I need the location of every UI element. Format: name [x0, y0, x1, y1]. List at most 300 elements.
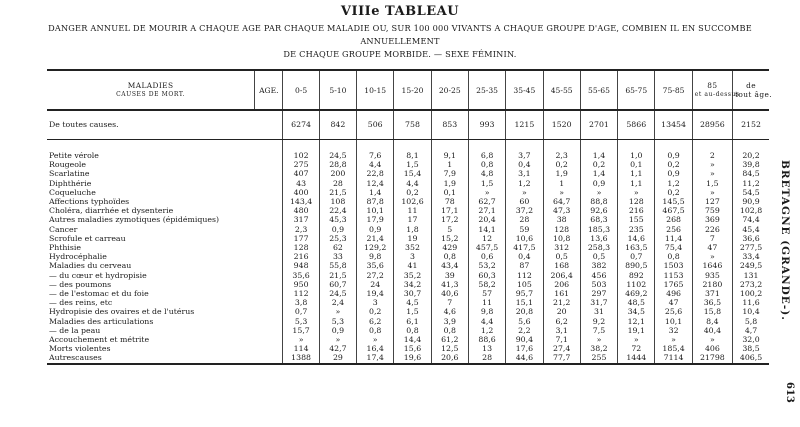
cell-value: 457,5 — [468, 243, 505, 252]
cell-value: » — [692, 252, 732, 261]
cell-value: 15,7 — [283, 326, 319, 335]
table-row — [47, 335, 769, 344]
cell-value: 17,2 — [431, 215, 468, 224]
table-row — [47, 151, 769, 160]
cell-value: 6274 — [283, 110, 319, 140]
cell-value: 20,8 — [506, 307, 543, 316]
cell-value: 35,6 — [283, 271, 319, 280]
cell-value: 59 — [506, 225, 543, 234]
cell-value: 1153 — [655, 271, 692, 280]
cell-value: 3,8 — [283, 298, 319, 307]
cell-value: 47 — [692, 243, 732, 252]
cell-value: 0,8 — [431, 252, 468, 261]
cell-value: 1,5 — [394, 160, 431, 169]
spacer-cell — [655, 140, 692, 152]
cell-value: 21,4 — [357, 234, 394, 243]
row-label: Petite vérole — [49, 151, 99, 160]
cell-value: 7114 — [655, 353, 692, 363]
spacer-cell — [733, 140, 769, 152]
region-label: BRETAGNE (GRANDE-). — [779, 160, 791, 321]
cell-value: 1,2 — [468, 326, 505, 335]
row-label: Scarlatine — [49, 169, 90, 179]
cell-value: 102,6 — [394, 197, 431, 206]
cell-value: 892 — [618, 271, 655, 280]
cell-value: 890,5 — [618, 261, 655, 270]
cell-value: 58,2 — [468, 280, 505, 289]
table-row — [47, 169, 769, 178]
cell-value: 0,8 — [431, 326, 468, 335]
spacer-cell — [283, 140, 319, 152]
cell-value: 456 — [580, 271, 617, 280]
cell-value: 0,9 — [319, 225, 356, 234]
cell-value: 1,4 — [357, 188, 394, 197]
cell-value: 12,5 — [431, 344, 468, 353]
cell-value: 17,6 — [506, 344, 543, 353]
cell-value: 16,4 — [357, 344, 394, 353]
cell-value: 37,2 — [506, 206, 543, 215]
cell-value: 480 — [283, 206, 319, 215]
cell-value: 75,4 — [655, 243, 692, 252]
table-row — [47, 298, 769, 307]
cell-value: 1,5 — [692, 179, 732, 188]
cell-value: 0,1 — [618, 160, 655, 169]
cell-value: 7 — [431, 298, 468, 307]
cell-value: 88,8 — [580, 197, 617, 206]
cell-value: 35,6 — [357, 261, 394, 270]
cell-value: 400 — [283, 188, 319, 197]
cell-value: 84,5 — [733, 169, 769, 178]
cell-value: 8,4 — [692, 317, 732, 326]
cell-value: 27,4 — [543, 344, 580, 353]
table-row — [47, 188, 769, 197]
cell-value: 7,9 — [431, 169, 468, 178]
cell-value: 256 — [655, 225, 692, 234]
cell-value: 1,5 — [468, 179, 505, 188]
row-label: De toutes causes. — [47, 110, 283, 140]
cell-value: 102,8 — [733, 206, 769, 215]
cell-value: 28 — [319, 179, 356, 188]
cell-value: 317 — [283, 215, 319, 224]
table-row — [47, 289, 769, 298]
cell-value: 3 — [394, 252, 431, 261]
cell-value: 15,8 — [692, 307, 732, 316]
cell-value: 13454 — [655, 110, 692, 140]
row-label: Autres maladies zymotiques (épidémiques) — [49, 215, 220, 225]
cell-value: 108 — [319, 197, 356, 206]
cell-value: 35,2 — [394, 271, 431, 280]
cell-value: 31 — [580, 307, 617, 316]
table-row — [47, 271, 769, 280]
cell-value: 143,4 — [283, 197, 319, 206]
cell-value: 28956 — [692, 110, 732, 140]
cell-value: 352 — [394, 243, 431, 252]
cell-value: 11 — [394, 206, 431, 215]
cell-value: 1,8 — [394, 225, 431, 234]
cell-value: 9,8 — [468, 307, 505, 316]
header-age: AGE. — [255, 70, 283, 110]
cell-value: 0,5 — [543, 252, 580, 261]
spacer-row — [47, 140, 769, 152]
cell-value: 11,2 — [733, 179, 769, 188]
cell-value: 206 — [543, 280, 580, 289]
cell-value: 268 — [655, 215, 692, 224]
cell-value: 87 — [506, 261, 543, 270]
cell-value: 5 — [431, 225, 468, 234]
cell-value: 0,8 — [655, 252, 692, 261]
cell-value: » — [692, 335, 732, 344]
cell-value: 417,5 — [506, 243, 543, 252]
cell-value: 185,4 — [655, 344, 692, 353]
cell-value: 14,6 — [618, 234, 655, 243]
cell-value: 129,2 — [357, 243, 394, 252]
cell-value: 5,6 — [506, 317, 543, 326]
cell-value: 54,5 — [733, 188, 769, 197]
row-label: Choléra, diarrhée et dysenterie — [49, 206, 174, 216]
header-age-85: 85 — [707, 81, 718, 90]
cell-value: 935 — [692, 271, 732, 280]
cell-value: 1,5 — [394, 307, 431, 316]
cell-value: 47,3 — [543, 206, 580, 215]
cell-value: 0,2 — [580, 160, 617, 169]
row-label: Hydrocéphalie — [49, 252, 107, 262]
cell-value: 100,2 — [733, 289, 769, 298]
header-diseases-sub: CAUSES DE MORT. — [116, 91, 186, 98]
cell-value: 72 — [618, 344, 655, 353]
cell-value: 0,9 — [357, 225, 394, 234]
cell-value: 168 — [543, 261, 580, 270]
cell-value: 0,2 — [394, 188, 431, 197]
cell-value: 0,9 — [319, 326, 356, 335]
cell-value: 78 — [431, 197, 468, 206]
cell-value: 5,3 — [283, 317, 319, 326]
cell-value: 1,2 — [506, 179, 543, 188]
spacer-cell — [543, 140, 580, 152]
cell-value: 57 — [468, 289, 505, 298]
cell-value: 6,2 — [357, 317, 394, 326]
cell-value: » — [618, 188, 655, 197]
cell-value: 53,2 — [468, 261, 505, 270]
cell-value: 12 — [468, 234, 505, 243]
cell-value: 10,4 — [733, 307, 769, 316]
cell-value: » — [543, 188, 580, 197]
cell-value: 1,1 — [618, 179, 655, 188]
row-label: Coqueluche — [49, 187, 96, 197]
cell-value: 273,2 — [733, 280, 769, 289]
cell-value: 4,8 — [468, 169, 505, 178]
cell-value: 114 — [283, 344, 319, 353]
table-row — [47, 197, 769, 206]
cell-value: 503 — [580, 280, 617, 289]
cell-value: 4,6 — [431, 307, 468, 316]
table-row — [47, 160, 769, 169]
cell-value: 20,6 — [431, 353, 468, 363]
spacer-cell — [468, 140, 505, 152]
cell-value: » — [692, 160, 732, 169]
cell-value: 255 — [580, 353, 617, 363]
cell-value: 128 — [283, 243, 319, 252]
cell-value: 1,2 — [655, 179, 692, 188]
cell-value: 382 — [580, 261, 617, 270]
cell-value: 131 — [733, 271, 769, 280]
cell-value: 90,9 — [733, 197, 769, 206]
cell-value: 64,7 — [543, 197, 580, 206]
cell-value: 14,4 — [394, 335, 431, 344]
cell-value: 1503 — [655, 261, 692, 270]
page-title: VIIIe TABLEAU — [340, 4, 460, 19]
table-row — [47, 234, 769, 243]
cell-value: » — [692, 188, 732, 197]
table-body — [47, 110, 769, 364]
cell-value: 88,6 — [468, 335, 505, 344]
cell-value: 20 — [543, 307, 580, 316]
cell-value: 4,4 — [394, 179, 431, 188]
cell-value: 0,7 — [283, 307, 319, 316]
table-row — [47, 243, 769, 252]
header-age-6: 35-45 — [506, 70, 543, 110]
cell-value: 21798 — [692, 353, 732, 363]
cell-value: 1,4 — [580, 169, 617, 178]
row-label: — des reins, etc — [49, 298, 113, 308]
cell-value: 38 — [543, 215, 580, 224]
cell-value: 3 — [357, 298, 394, 307]
cell-value: 5,3 — [319, 317, 356, 326]
cell-value: 14,1 — [468, 225, 505, 234]
cell-value: 34,5 — [618, 307, 655, 316]
cell-value: » — [655, 335, 692, 344]
cell-value: 48,5 — [618, 298, 655, 307]
cell-value: 177 — [283, 234, 319, 243]
cell-value: » — [580, 188, 617, 197]
header-age-10: 75-85 — [655, 70, 692, 110]
cell-value: 20,4 — [468, 215, 505, 224]
row-label: — des poumons — [49, 279, 112, 289]
cell-value: » — [618, 335, 655, 344]
cell-value: 3,9 — [431, 317, 468, 326]
cell-value: 1765 — [655, 280, 692, 289]
cell-value: 28 — [468, 353, 505, 363]
cell-value: 29 — [319, 353, 356, 363]
cell-value: 15,1 — [506, 298, 543, 307]
cell-value: 17,9 — [357, 215, 394, 224]
header-age-8: 55-65 — [580, 70, 617, 110]
cell-value: 3,7 — [506, 151, 543, 160]
cell-value: 0,6 — [468, 252, 505, 261]
cell-value: 406 — [692, 344, 732, 353]
cell-value: 10,1 — [357, 206, 394, 215]
cell-value: 41,3 — [431, 280, 468, 289]
cell-value: 21,5 — [319, 188, 356, 197]
cell-value: 0,9 — [655, 169, 692, 178]
cell-value: 0,2 — [655, 160, 692, 169]
cell-value: 27,1 — [468, 206, 505, 215]
cell-value: 950 — [283, 280, 319, 289]
table-row — [47, 225, 769, 234]
spacer-cell — [357, 140, 394, 152]
cell-value: » — [319, 335, 356, 344]
table-row — [47, 326, 769, 335]
row-label: Rougeole — [49, 160, 86, 170]
cell-value: 7 — [692, 234, 732, 243]
cell-value: 853 — [431, 110, 468, 140]
cell-value: 407 — [283, 169, 319, 178]
cell-value: 15,2 — [431, 234, 468, 243]
cell-value: 0,9 — [655, 151, 692, 160]
cell-value: 6,1 — [394, 317, 431, 326]
cell-value: 112 — [506, 271, 543, 280]
row-label: Phthisie — [49, 243, 82, 253]
header-all-ages-a: de — [746, 81, 756, 90]
table-row — [47, 317, 769, 326]
header-age-85-sub: et au-dessus — [694, 91, 740, 98]
cell-value: 62,7 — [468, 197, 505, 206]
table-row — [47, 280, 769, 289]
cell-value: 60,3 — [468, 271, 505, 280]
row-label: Maladies des articulations — [49, 316, 154, 326]
spacer-cell — [692, 140, 732, 152]
cell-value: 10,1 — [655, 317, 692, 326]
cell-value: 21,2 — [543, 298, 580, 307]
row-label: Hydropisie des ovaires et de l'utérus — [49, 307, 195, 317]
cell-value: 19,4 — [357, 289, 394, 298]
cell-value: 8,1 — [394, 151, 431, 160]
cell-value: 249,5 — [733, 261, 769, 270]
cell-value: 0,8 — [394, 326, 431, 335]
cell-value: 206,4 — [543, 271, 580, 280]
cell-value: 22,8 — [357, 169, 394, 178]
cell-value: 105 — [506, 280, 543, 289]
header-age-0: 0-5 — [283, 70, 319, 110]
cell-value: 102 — [283, 151, 319, 160]
table-row — [47, 261, 769, 270]
cell-value: 429 — [431, 243, 468, 252]
cell-value: 145,5 — [655, 197, 692, 206]
cell-value: 25,6 — [655, 307, 692, 316]
cell-value: 10,8 — [543, 234, 580, 243]
cell-value: 15,4 — [394, 169, 431, 178]
cell-value: 1102 — [618, 280, 655, 289]
header-age-3: 15-20 — [394, 70, 431, 110]
cell-value: 6,2 — [543, 317, 580, 326]
cell-value: 0,2 — [543, 160, 580, 169]
mortality-table — [47, 69, 773, 365]
cell-value: 9,2 — [580, 317, 617, 326]
cell-value: 61,2 — [431, 335, 468, 344]
cell-value: 235 — [618, 225, 655, 234]
cell-value: 92,6 — [580, 206, 617, 215]
cell-value: 2180 — [692, 280, 732, 289]
cell-value: 0,2 — [655, 188, 692, 197]
cell-value: 467,5 — [655, 206, 692, 215]
cell-value: 1,9 — [543, 169, 580, 178]
cell-value: 22,4 — [319, 206, 356, 215]
cell-value: 0,4 — [506, 160, 543, 169]
cell-value: 1 — [543, 179, 580, 188]
cell-value: 40,6 — [431, 289, 468, 298]
cell-value: 19 — [394, 234, 431, 243]
cell-value: 33,4 — [733, 252, 769, 261]
cell-value: » — [319, 307, 356, 316]
cell-value: 24 — [357, 280, 394, 289]
cell-value: 36,6 — [733, 234, 769, 243]
header-age-9: 65-75 — [618, 70, 655, 110]
cell-value: 13 — [468, 344, 505, 353]
cell-value: 759 — [692, 206, 732, 215]
cell-value: 5866 — [618, 110, 655, 140]
cell-value: 312 — [543, 243, 580, 252]
cell-value: 0,9 — [580, 179, 617, 188]
header-age-85-plus — [692, 70, 740, 110]
page-number: 613 — [784, 382, 795, 403]
cell-value: 3,1 — [506, 169, 543, 178]
cell-value: 1646 — [692, 261, 732, 270]
cell-value: 17,4 — [357, 353, 394, 363]
cell-value: 155 — [618, 215, 655, 224]
cell-value: 87,8 — [357, 197, 394, 206]
cell-value: 95,7 — [506, 289, 543, 298]
cell-value: 112 — [283, 289, 319, 298]
cell-value: 42,7 — [319, 344, 356, 353]
cell-value: 297 — [580, 289, 617, 298]
spacer-cell — [506, 140, 543, 152]
cell-value: 44,6 — [506, 353, 543, 363]
row-label: Cancer — [49, 224, 78, 234]
cell-value: 43,4 — [431, 261, 468, 270]
cell-value: 40,4 — [692, 326, 732, 335]
cell-value: 12,1 — [618, 317, 655, 326]
cell-value: 31,7 — [580, 298, 617, 307]
cell-value: 15,6 — [394, 344, 431, 353]
cell-value: 1,1 — [618, 169, 655, 178]
cell-value: 1215 — [506, 110, 543, 140]
cell-value: 371 — [692, 289, 732, 298]
spacer-cell — [431, 140, 468, 152]
cell-value: 369 — [692, 215, 732, 224]
cell-value: 993 — [468, 110, 505, 140]
cell-value: 90,4 — [506, 335, 543, 344]
cell-value: 13,6 — [580, 234, 617, 243]
row-label: — du cœur et hydropisie — [49, 270, 147, 280]
cell-value: 406,5 — [733, 353, 769, 363]
row-label: Maladies du cerveau — [49, 261, 132, 271]
cell-value: 469,2 — [618, 289, 655, 298]
cell-value: 12,4 — [357, 179, 394, 188]
cell-value: 60 — [506, 197, 543, 206]
cell-value: 0,7 — [618, 252, 655, 261]
cell-value: 4,4 — [468, 317, 505, 326]
cell-value: 4,5 — [394, 298, 431, 307]
cell-value: 24,5 — [319, 289, 356, 298]
cell-value: 216 — [618, 206, 655, 215]
cell-value: 226 — [692, 225, 732, 234]
row-label: Autrescauses — [47, 353, 283, 363]
row-label: Scrofule et carreau — [49, 233, 126, 243]
cell-value: 25,3 — [319, 234, 356, 243]
cell-value: 11 — [468, 298, 505, 307]
cell-value: 7,1 — [543, 335, 580, 344]
row-label: Accouchement et métrite — [49, 335, 150, 345]
cell-value: 0,1 — [431, 188, 468, 197]
table-row — [47, 179, 769, 188]
cell-value: » — [283, 335, 319, 344]
cell-value: 19,1 — [618, 326, 655, 335]
cell-value: 10,6 — [506, 234, 543, 243]
cell-value: 41 — [394, 261, 431, 270]
cell-value: 47 — [655, 298, 692, 307]
row-label: Diphthérie — [49, 178, 92, 188]
header-row — [47, 70, 769, 110]
cell-value: 45,4 — [733, 225, 769, 234]
cell-value: 39,8 — [733, 160, 769, 169]
